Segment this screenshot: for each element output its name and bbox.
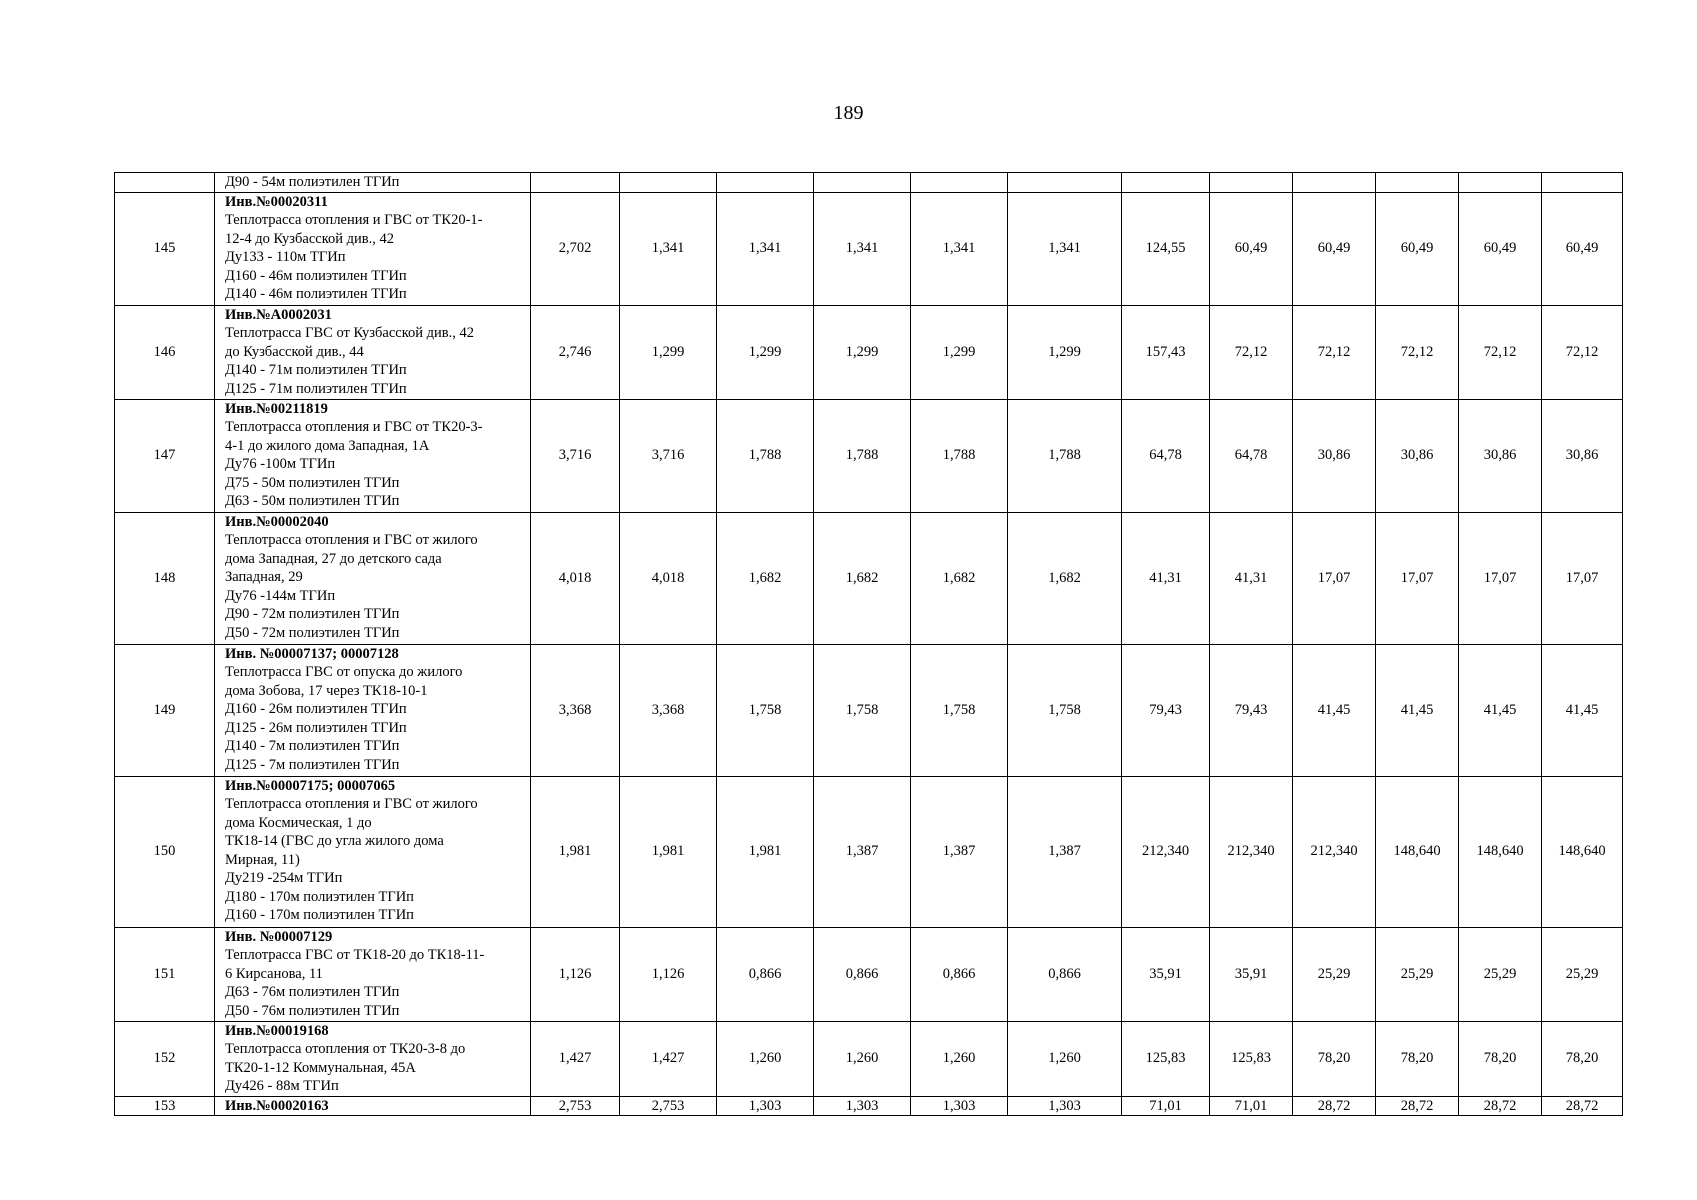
- row-number-cell: 151: [115, 927, 215, 1021]
- value-cell: 1,682: [911, 512, 1008, 644]
- row-number-cell: 149: [115, 644, 215, 776]
- row-number-cell: [115, 173, 215, 193]
- value-cell: 41,45: [1542, 644, 1623, 776]
- value-cell: 0,866: [911, 927, 1008, 1021]
- description-cell: [215, 644, 531, 776]
- value-cell: 35,91: [1122, 927, 1210, 1021]
- value-cell: [717, 173, 814, 193]
- value-cell: 71,01: [1210, 1096, 1293, 1116]
- value-cell: 1,682: [814, 512, 911, 644]
- value-cell: 25,29: [1293, 927, 1376, 1021]
- description-cell: [215, 512, 531, 644]
- value-cell: 1,788: [1008, 399, 1122, 512]
- value-cell: 78,20: [1293, 1021, 1376, 1096]
- value-cell: 17,07: [1376, 512, 1459, 644]
- inventory-number: Инв. №00007129: [225, 928, 333, 945]
- description-line: Теплотрасса ГВС от опуска до жилого: [225, 664, 463, 680]
- value-cell: 1,387: [1008, 776, 1122, 927]
- value-cell: 1,387: [911, 776, 1008, 927]
- value-cell: [814, 173, 911, 193]
- value-cell: 1,299: [911, 305, 1008, 399]
- value-cell: 41,31: [1210, 512, 1293, 644]
- description-line: Д50 - 72м полиэтилен ТГИп: [225, 624, 400, 641]
- inventory-number: Инв.№00002040: [225, 513, 329, 530]
- value-cell: [531, 173, 620, 193]
- value-cell: 2,753: [620, 1096, 717, 1116]
- value-cell: 25,29: [1542, 927, 1623, 1021]
- value-cell: 0,866: [1008, 927, 1122, 1021]
- description-line: Мирная, 11): [225, 851, 300, 868]
- value-cell: 124,55: [1122, 192, 1210, 305]
- value-cell: 1,126: [620, 927, 717, 1021]
- value-cell: [1210, 173, 1293, 193]
- description-line: Ду76 -100м ТГИп: [225, 456, 336, 472]
- inventory-number: Инв.№00211819: [225, 400, 328, 417]
- value-cell: 1,303: [1008, 1096, 1122, 1116]
- value-cell: 1,341: [717, 192, 814, 305]
- table-row: [115, 1096, 1623, 1116]
- value-cell: 1,758: [814, 644, 911, 776]
- value-cell: 1,260: [911, 1021, 1008, 1096]
- value-cell: 78,20: [1542, 1021, 1623, 1096]
- value-cell: 30,86: [1376, 399, 1459, 512]
- value-cell: 1,758: [717, 644, 814, 776]
- value-cell: 1,981: [620, 776, 717, 927]
- value-cell: 41,45: [1376, 644, 1459, 776]
- description-cell: [215, 1096, 531, 1116]
- value-cell: 1,341: [1008, 192, 1122, 305]
- value-cell: 3,716: [531, 399, 620, 512]
- inventory-number: Инв.№00007175; 00007065: [225, 777, 396, 794]
- value-cell: 1,682: [1008, 512, 1122, 644]
- description-line: Д63 - 50м полиэтилен ТГИп: [225, 493, 400, 509]
- value-cell: 41,45: [1293, 644, 1376, 776]
- description-line: Д140 - 7м полиэтилен ТГИп: [225, 738, 400, 754]
- value-cell: 1,303: [814, 1096, 911, 1116]
- value-cell: 1,299: [717, 305, 814, 399]
- value-cell: 0,866: [717, 927, 814, 1021]
- description-line: 12-4 до Кузбасской див., 42: [225, 230, 395, 247]
- description-line: Д140 - 71м полиэтилен ТГИп: [225, 362, 407, 378]
- row-number-cell: 146: [115, 305, 215, 399]
- description-line: 6 Кирсанова, 11: [225, 965, 323, 982]
- description-line: Ду219 -254м ТГИп: [225, 870, 343, 886]
- value-cell: [911, 173, 1008, 193]
- description-cell: [215, 305, 531, 399]
- value-cell: [1122, 173, 1210, 193]
- description-line: Теплотрасса отопления и ГВС от жилого: [225, 796, 478, 812]
- table-row: [115, 512, 1623, 644]
- value-cell: 72,12: [1376, 305, 1459, 399]
- description-line: Теплотрасса ГВС от ТК18-20 до ТК18-11-: [225, 947, 485, 963]
- table-row: [115, 776, 1623, 927]
- table-row: [115, 305, 1623, 399]
- value-cell: 30,86: [1459, 399, 1542, 512]
- description-line: Теплотрасса отопления и ГВС от ТК20-1-: [225, 212, 483, 228]
- description-line: 4-1 до жилого дома Западная, 1А: [225, 437, 430, 454]
- value-cell: 78,20: [1376, 1021, 1459, 1096]
- inventory-number: Инв.№А0002031: [225, 306, 332, 323]
- value-cell: 64,78: [1122, 399, 1210, 512]
- value-cell: 1,427: [620, 1021, 717, 1096]
- table-row: [115, 399, 1623, 512]
- row-number-cell: 148: [115, 512, 215, 644]
- value-cell: 71,01: [1122, 1096, 1210, 1116]
- value-cell: 4,018: [620, 512, 717, 644]
- inventory-number: Инв.№00019168: [225, 1022, 329, 1039]
- value-cell: [1293, 173, 1376, 193]
- description-line: Теплотрасса отопления и ГВС от ТК20-3-: [225, 419, 483, 435]
- value-cell: 125,83: [1210, 1021, 1293, 1096]
- value-cell: 72,12: [1293, 305, 1376, 399]
- description-line: Д90 - 54м полиэтилен ТГИп: [225, 174, 400, 190]
- value-cell: 72,12: [1210, 305, 1293, 399]
- value-cell: 28,72: [1542, 1096, 1623, 1116]
- description-line: Теплотрасса отопления от ТК20-3-8 до: [225, 1041, 466, 1057]
- value-cell: 30,86: [1293, 399, 1376, 512]
- description-line: Теплотрасса отопления и ГВС от жилого: [225, 532, 478, 548]
- value-cell: 1,682: [717, 512, 814, 644]
- value-cell: 3,368: [531, 644, 620, 776]
- value-cell: 72,12: [1459, 305, 1542, 399]
- row-number-cell: 153: [115, 1096, 215, 1116]
- value-cell: 17,07: [1293, 512, 1376, 644]
- value-cell: 79,43: [1122, 644, 1210, 776]
- description-line: Ду76 -144м ТГИп: [225, 587, 336, 604]
- value-cell: 25,29: [1459, 927, 1542, 1021]
- row-number-cell: 150: [115, 776, 215, 927]
- description-line: Д50 - 76м полиэтилен ТГИп: [225, 1002, 400, 1019]
- description-line: Д125 - 7м полиэтилен ТГИп: [225, 756, 400, 773]
- data-table: [114, 172, 1623, 1116]
- value-cell: 1,303: [911, 1096, 1008, 1116]
- description-line: ТК20-1-12 Коммунальная, 45А: [225, 1059, 416, 1076]
- table-row: [115, 1021, 1623, 1096]
- value-cell: 1,260: [1008, 1021, 1122, 1096]
- value-cell: 1,788: [814, 399, 911, 512]
- value-cell: 1,758: [911, 644, 1008, 776]
- value-cell: 1,387: [814, 776, 911, 927]
- row-number-cell: 145: [115, 192, 215, 305]
- value-cell: 78,20: [1459, 1021, 1542, 1096]
- value-cell: 25,29: [1376, 927, 1459, 1021]
- value-cell: 148,640: [1542, 776, 1623, 927]
- description-line: Д125 - 71м полиэтилен ТГИп: [225, 380, 407, 397]
- value-cell: 17,07: [1542, 512, 1623, 644]
- value-cell: 157,43: [1122, 305, 1210, 399]
- value-cell: 1,427: [531, 1021, 620, 1096]
- description-line: Д160 - 26м полиэтилен ТГИп: [225, 701, 407, 717]
- value-cell: 35,91: [1210, 927, 1293, 1021]
- page-number: 189: [833, 102, 864, 124]
- row-number-cell: 147: [115, 399, 215, 512]
- description-line: Д160 - 170м полиэтилен ТГИп: [225, 907, 414, 923]
- description-line: Западная, 29: [225, 569, 303, 585]
- description-cell: [215, 927, 531, 1021]
- description-cell: [215, 776, 531, 927]
- value-cell: 1,303: [717, 1096, 814, 1116]
- description-line: Теплотрасса ГВС от Кузбасской див., 42: [225, 325, 475, 341]
- value-cell: 60,49: [1210, 192, 1293, 305]
- value-cell: 1,788: [717, 399, 814, 512]
- table-row: [115, 644, 1623, 776]
- table-row: [115, 192, 1623, 305]
- value-cell: 60,49: [1376, 192, 1459, 305]
- value-cell: 1,788: [911, 399, 1008, 512]
- table-row: [115, 927, 1623, 1021]
- description-cell: [215, 173, 531, 193]
- value-cell: 1,299: [1008, 305, 1122, 399]
- description-line: Ду133 - 110м ТГИп: [225, 249, 346, 265]
- value-cell: 3,368: [620, 644, 717, 776]
- value-cell: 212,340: [1293, 776, 1376, 927]
- value-cell: 125,83: [1122, 1021, 1210, 1096]
- description-line: Д90 - 72м полиэтилен ТГИп: [225, 606, 400, 622]
- value-cell: 72,12: [1542, 305, 1623, 399]
- value-cell: 41,31: [1122, 512, 1210, 644]
- value-cell: 41,45: [1459, 644, 1542, 776]
- inventory-number: Инв.№00020163: [225, 1097, 329, 1114]
- value-cell: 1,260: [717, 1021, 814, 1096]
- row-number-cell: 152: [115, 1021, 215, 1096]
- value-cell: 212,340: [1210, 776, 1293, 927]
- description-line: дома Западная, 27 до детского сада: [225, 550, 442, 567]
- table-row: [115, 173, 1623, 193]
- description-cell: [215, 1021, 531, 1096]
- value-cell: 64,78: [1210, 399, 1293, 512]
- inventory-number: Инв.№00020311: [225, 193, 328, 210]
- value-cell: 79,43: [1210, 644, 1293, 776]
- value-cell: 28,72: [1459, 1096, 1542, 1116]
- value-cell: 1,341: [814, 192, 911, 305]
- value-cell: 1,126: [531, 927, 620, 1021]
- description-line: дома Зобова, 17 через ТК18-10-1: [225, 682, 428, 699]
- value-cell: 2,746: [531, 305, 620, 399]
- description-line: ТК18-14 (ГВС до угла жилого дома: [225, 833, 444, 849]
- value-cell: 28,72: [1376, 1096, 1459, 1116]
- value-cell: 148,640: [1376, 776, 1459, 927]
- value-cell: 1,299: [620, 305, 717, 399]
- value-cell: 0,866: [814, 927, 911, 1021]
- description-line: Ду426 - 88м ТГИп: [225, 1078, 339, 1094]
- value-cell: 1,981: [717, 776, 814, 927]
- value-cell: 30,86: [1542, 399, 1623, 512]
- value-cell: 212,340: [1122, 776, 1210, 927]
- value-cell: 1,299: [814, 305, 911, 399]
- value-cell: [1542, 173, 1623, 193]
- value-cell: [1459, 173, 1542, 193]
- value-cell: 1,981: [531, 776, 620, 927]
- description-cell: [215, 399, 531, 512]
- value-cell: [620, 173, 717, 193]
- value-cell: 60,49: [1293, 192, 1376, 305]
- description-line: Д63 - 76м полиэтилен ТГИп: [225, 984, 400, 1000]
- description-cell: [215, 192, 531, 305]
- value-cell: 60,49: [1542, 192, 1623, 305]
- value-cell: [1008, 173, 1122, 193]
- value-cell: 2,753: [531, 1096, 620, 1116]
- description-line: Д140 - 46м полиэтилен ТГИп: [225, 286, 407, 302]
- value-cell: [1376, 173, 1459, 193]
- value-cell: 148,640: [1459, 776, 1542, 927]
- description-line: до Кузбасской див., 44: [225, 343, 364, 360]
- description-line: Д125 - 26м полиэтилен ТГИп: [225, 719, 407, 736]
- value-cell: 1,341: [911, 192, 1008, 305]
- value-cell: 1,758: [1008, 644, 1122, 776]
- description-line: Д160 - 46м полиэтилен ТГИп: [225, 267, 407, 284]
- description-line: Д180 - 170м полиэтилен ТГИп: [225, 888, 414, 905]
- value-cell: 2,702: [531, 192, 620, 305]
- inventory-number: Инв. №00007137; 00007128: [225, 645, 399, 662]
- description-line: Д75 - 50м полиэтилен ТГИп: [225, 474, 400, 491]
- value-cell: 1,260: [814, 1021, 911, 1096]
- value-cell: 1,341: [620, 192, 717, 305]
- value-cell: 28,72: [1293, 1096, 1376, 1116]
- value-cell: 4,018: [531, 512, 620, 644]
- value-cell: 3,716: [620, 399, 717, 512]
- value-cell: 17,07: [1459, 512, 1542, 644]
- value-cell: 60,49: [1459, 192, 1542, 305]
- description-line: дома Космическая, 1 до: [225, 814, 372, 831]
